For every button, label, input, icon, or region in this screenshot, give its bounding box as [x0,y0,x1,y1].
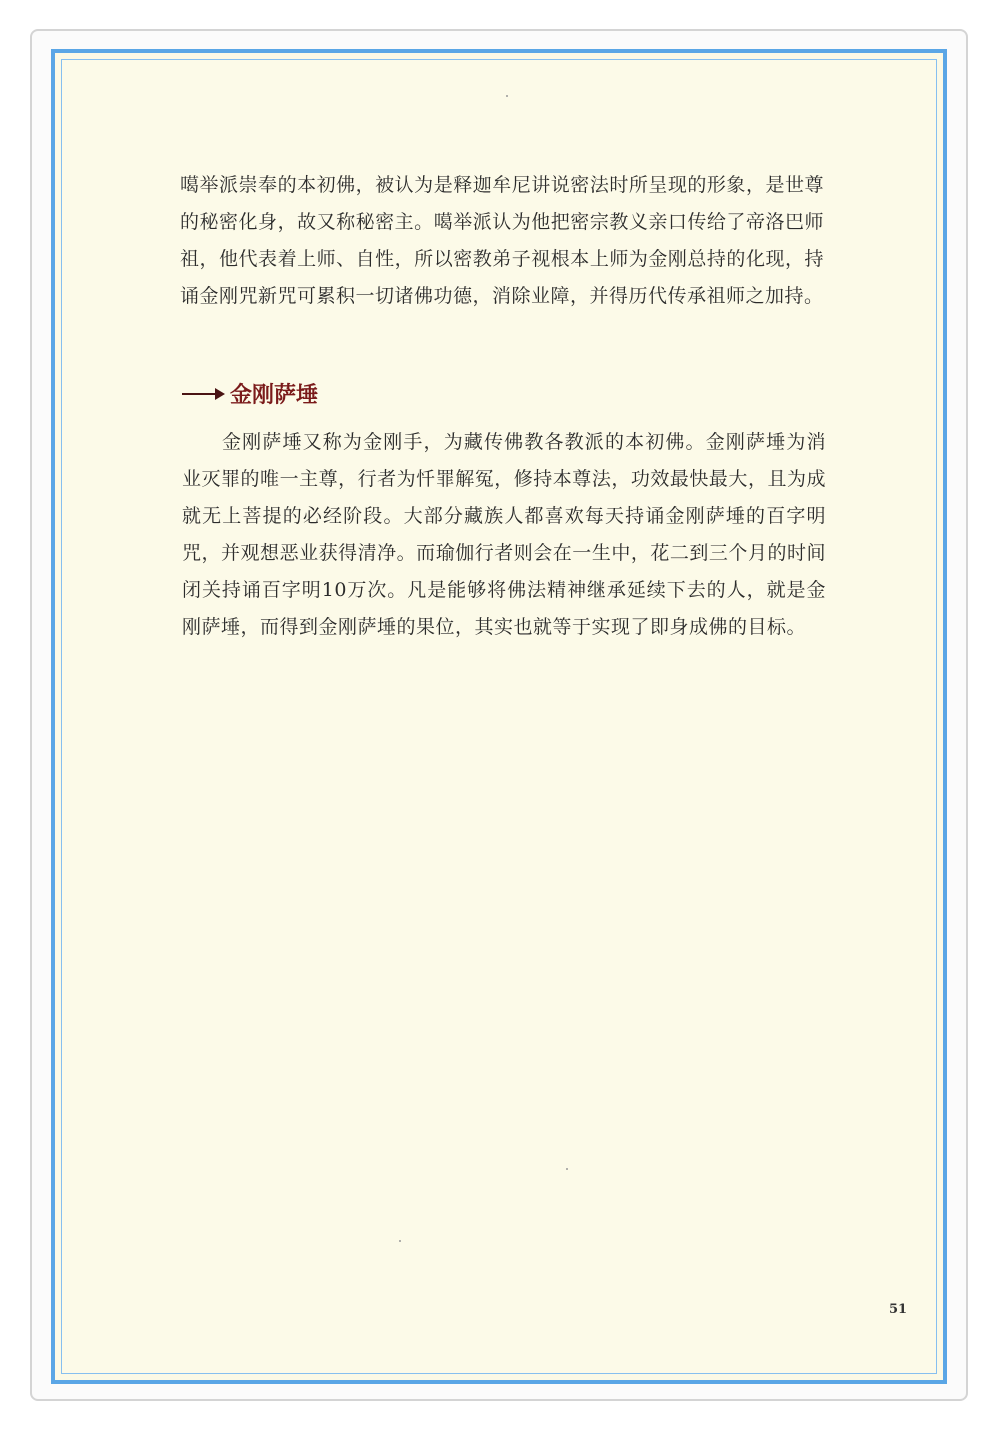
page-number: 51 [889,1302,908,1317]
body-paragraph-1: 噶举派崇奉的本初佛，被认为是释迦牟尼讲说密法时所呈现的形象，是世尊的秘密化身，故又称秘密主。噶举派认为他把密宗教义亲口传给了帝洛巴师祖，他代表着上师、自性，所以密教弟子视根本上师为金刚总持的化现，持诵金刚咒新咒可累积一切诸佛功德，消除业障，并得历代传承祖师之加持。 [180,174,824,307]
paper-speck [506,95,508,97]
section-heading [182,378,318,409]
body-paragraph-2: 金刚萨埵又称为金刚手，为藏传佛教各教派的本初佛。金刚萨埵为消业灭罪的唯一主尊，行者为忏罪解冤，修持本尊法，功效最快最大，且为成就无上菩提的必经阶段。大部分藏族人都喜欢每天持诵金刚萨埵的百字明咒，并观想恶业获得清净。而瑜伽行者则会在一生中，花二到三个月的时间闭关持诵百字明10万次。凡是能够将佛法精神继承延续下去的人，就是金刚萨埵，而得到金刚萨埵的果位，其实也就等于实现了即身成佛的目标。 [182,431,826,638]
paper-speck [399,1240,401,1242]
section-heading-text: 金刚萨埵 [230,383,319,408]
paper-speck [566,1168,568,1170]
arrow-right-icon [182,384,226,404]
